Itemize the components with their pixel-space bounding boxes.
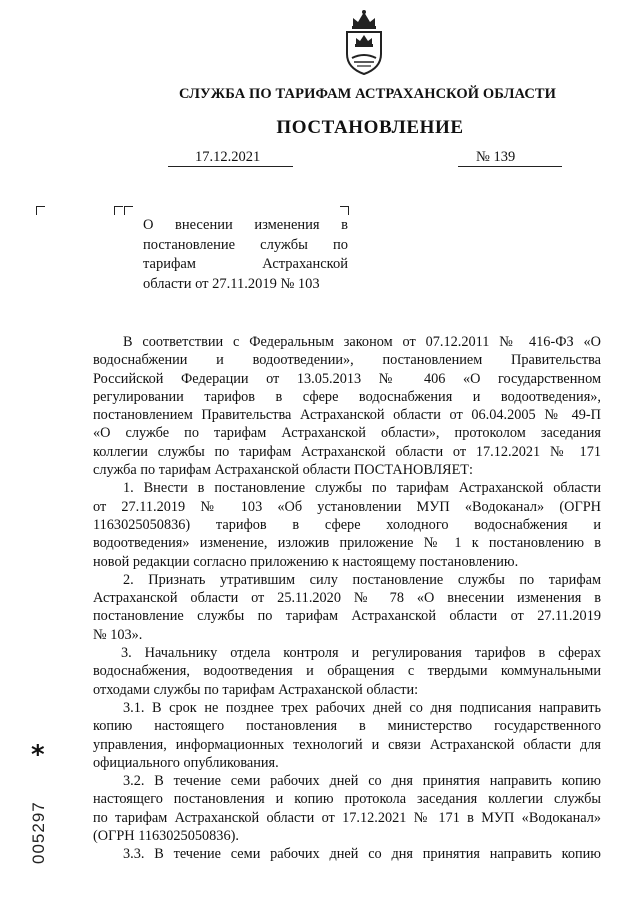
document-subject <box>143 216 348 294</box>
body-line: № 103». <box>93 626 143 643</box>
subject-line: О внесении изменения в <box>143 217 348 233</box>
document-type: ПОСТАНОВЛЕНИЕ <box>276 117 464 138</box>
document-date-field <box>168 148 293 167</box>
coat-of-arms-icon <box>339 8 389 76</box>
document-number-field <box>458 148 562 167</box>
body-line: от 27.11.2019 № 103 «Об установлении МУП «Водоканал» (ОГРН <box>93 498 601 515</box>
body-line: регулировании тарифов в сфере водоснабжения и водоотведения», <box>93 388 601 405</box>
body-line: Российской Федерации от 13.05.2013 № 406 «О государственном <box>93 370 601 387</box>
body-line: 3.1. В срок не позднее трех рабочих дней со дня подписания направить <box>123 699 601 716</box>
body-line: постановлением Правительства Астраханской области от 06.04.2005 № 49-П <box>93 407 601 424</box>
document-body <box>93 333 601 864</box>
body-line: отходами службы по тарифам Астраханской области: <box>93 681 419 698</box>
body-line: 1. Внести в постановление службы по тарифам Астраханской области <box>123 480 601 497</box>
body-line: 3.3. В течение семи рабочих дней со дня принятия направить копию <box>123 846 601 863</box>
corner-mark <box>36 206 45 215</box>
body-line: коллегии службы по тарифам Астраханской области от 17.12.2021 № 171 <box>93 443 601 460</box>
subject-line: области от 27.11.2019 № 103 <box>143 275 320 292</box>
agency-name: СЛУЖБА ПО ТАРИФАМ АСТРАХАНСКОЙ ОБЛАСТИ <box>178 86 557 102</box>
serial-code-text: 005297 <box>29 801 48 864</box>
document-date: 17.12.2021 <box>195 149 261 165</box>
body-line: копию настоящего постановления в министерство государственного <box>93 718 601 735</box>
body-line: постановление службы по тарифам Астраханской области от 27.11.2019 <box>93 608 601 625</box>
body-line: настоящего постановления и копию протокола заседания коллегии службы <box>93 791 601 808</box>
body-line: по тарифам Астраханской области от 17.12.2021 № 171 в МУП «Водоканал» <box>93 809 601 826</box>
body-line: Астраханской области от 25.11.2020 № 78 «О внесении изменения в <box>93 590 601 607</box>
body-line: водоснабжения, водоотведения и обращения с твердыми коммунальными <box>93 663 601 680</box>
corner-mark <box>340 206 349 215</box>
body-line: 3.2. В течение семи рабочих дней со дня принятия направить копию <box>123 773 601 790</box>
corner-mark <box>114 206 123 215</box>
body-line: 3. Начальнику отдела контроля и регулирования тарифов в сферах <box>121 645 601 662</box>
subject-line: постановление службы по <box>143 236 348 253</box>
body-line: служба по тарифам Астраханской области ПОСТАНОВЛЯЕТ: <box>93 462 474 479</box>
body-line: В соответствии с Федеральным законом от 07.12.2011 № 416-ФЗ «О <box>123 334 601 350</box>
margin-asterisk: * <box>31 740 45 770</box>
body-line: управления, информационных технологий и связи Астраханской области для <box>93 736 601 753</box>
body-line: новой редакции согласно приложению к настоящему постановлению. <box>93 553 519 570</box>
body-line: (ОГРН 1163025050836). <box>93 828 239 845</box>
body-line: 1163025050836) тарифов в сфере холодного водоснабжения и <box>93 516 601 533</box>
body-line: официального опубликования. <box>93 754 279 771</box>
body-line: водоснабжении и водоотведении», постановлением Правительства <box>93 352 601 369</box>
body-line: «О службе по тарифам Астраханской области», протоколом заседания <box>93 425 601 442</box>
document-number: № 139 <box>476 149 516 165</box>
corner-mark <box>124 206 133 215</box>
body-line: 2. Признать утратившим силу постановление службы по тарифам <box>123 571 601 588</box>
body-line: водоотведения» изменение, изложив приложение № 1 к постановлению в <box>93 535 601 552</box>
subject-line: тарифам Астраханской <box>143 256 348 272</box>
margin-serial-code <box>28 775 50 865</box>
